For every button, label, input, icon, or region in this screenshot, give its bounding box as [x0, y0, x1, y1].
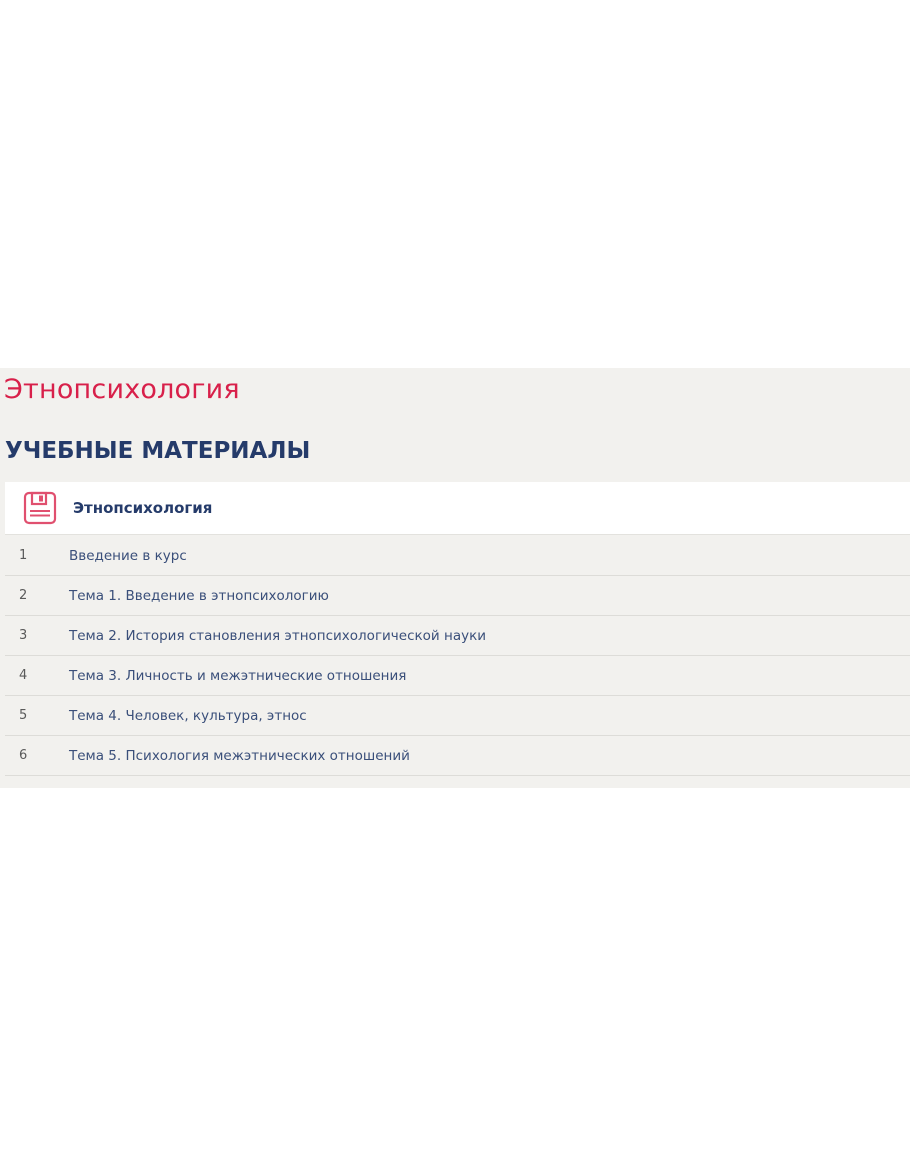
- topic-row[interactable]: [5, 616, 910, 656]
- topic-link[interactable]: Тема 1. Введение в этнопсихологию: [69, 587, 329, 604]
- topic-list: [5, 536, 910, 776]
- section-heading: УЧЕБНЫЕ МАТЕРИАЛЫ: [5, 438, 311, 464]
- topic-number: 4: [19, 668, 28, 683]
- topic-link[interactable]: Введение в курс: [69, 547, 187, 564]
- topic-number: 1: [19, 548, 28, 563]
- topic-link[interactable]: Тема 2. История становления этнопсихологической науки: [69, 627, 487, 644]
- topic-link[interactable]: Тема 5. Психология межэтнических отношений: [69, 747, 410, 764]
- material-card[interactable]: [5, 482, 910, 535]
- topic-row[interactable]: [5, 576, 910, 616]
- course-title: Этнопсихология: [4, 374, 240, 405]
- topic-row[interactable]: [5, 656, 910, 696]
- topic-link[interactable]: Тема 4. Человек, культура, этнос: [69, 707, 307, 724]
- topic-row[interactable]: [5, 696, 910, 736]
- topic-number: 2: [19, 588, 28, 603]
- topic-number: 3: [19, 628, 28, 643]
- topic-number: 6: [19, 748, 28, 763]
- topic-row[interactable]: [5, 736, 910, 776]
- topic-number: 5: [19, 708, 28, 723]
- topic-row[interactable]: [5, 536, 910, 576]
- topic-link[interactable]: Тема 3. Личность и межэтнические отношения: [69, 667, 407, 684]
- material-name: Этнопсихология: [73, 499, 213, 517]
- book-icon: [23, 491, 57, 525]
